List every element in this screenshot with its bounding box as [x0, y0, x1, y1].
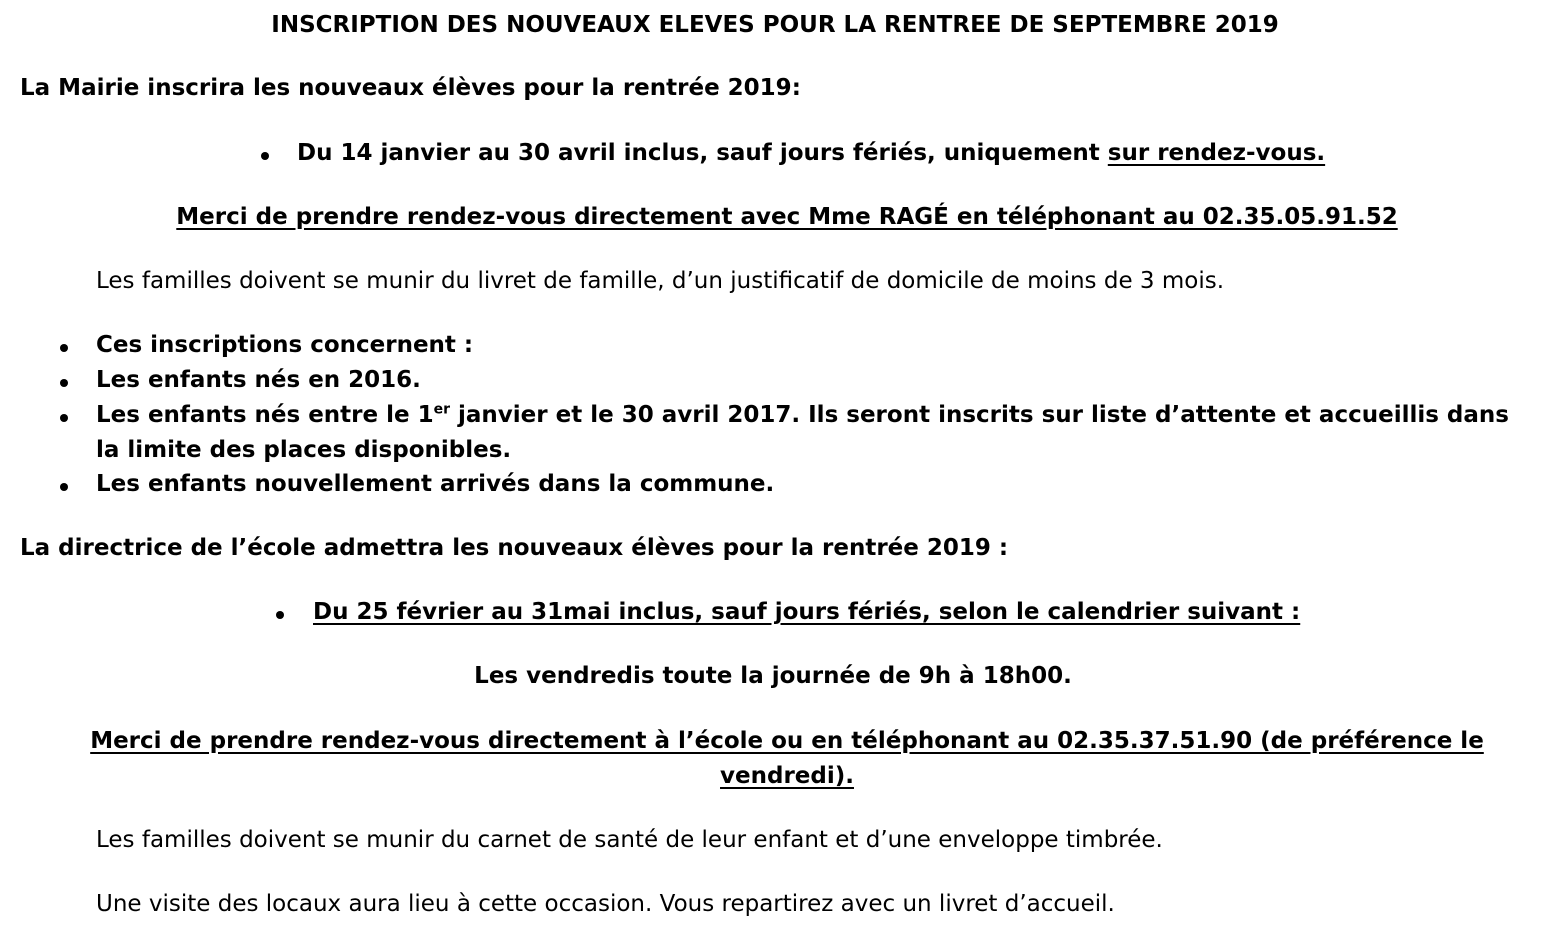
ecole-intro: La directrice de l’école admettra les nouveaux élèves pour la rentrée 2019 : — [20, 535, 1009, 561]
list-item-continuation: la limite des places disponibles. — [96, 437, 512, 463]
bullet-icon — [60, 483, 68, 491]
bullet-icon — [60, 344, 68, 352]
list-item-superscript: er — [433, 401, 451, 418]
mairie-period-appointment-text: sur rendez-vous. — [1107, 140, 1326, 166]
mairie-period-text: Du 14 janvier au 30 avril inclus, sauf jours fériés, uniquement — [297, 140, 1108, 166]
ecole-appointment-line2: vendredi). — [720, 763, 854, 789]
bullet-icon — [276, 611, 284, 619]
mairie-documents: Les familles doivent se munir du livret de famille, d’un justificatif de domicile de moins de 3 mois. — [96, 268, 1225, 294]
ecole-visit: Une visite des locaux aura lieu à cette occasion. Vous repartirez avec un livret d’accueil. — [96, 891, 1115, 917]
ecole-documents: Les familles doivent se munir du carnet de santé de leur enfant et d’une enveloppe timbrée. — [96, 827, 1163, 853]
mairie-intro: La Mairie inscrira les nouveaux élèves pour la rentrée 2019: — [20, 75, 801, 101]
list-item-text: janvier et le 30 avril 2017. Ils seront inscrits sur liste d’attente et accueillis dans — [450, 402, 1509, 428]
list-item-text: Les enfants nés entre le 1 — [96, 402, 434, 428]
list-item: Les enfants nés en 2016. — [96, 367, 421, 393]
mairie-period — [297, 138, 1325, 168]
bullet-icon — [60, 414, 68, 422]
list-item — [96, 400, 1509, 430]
ecole-appointment-line1: Merci de prendre rendez-vous directement à l’école ou en téléphonant au 02.35.37.51.90 (de préférence le — [90, 728, 1484, 754]
bullet-icon — [60, 379, 68, 387]
bullet-icon — [261, 152, 269, 160]
list-item: Les enfants nouvellement arrivés dans la commune. — [96, 471, 775, 497]
list-item: Ces inscriptions concernent : — [96, 332, 474, 358]
ecole-schedule: Les vendredis toute la journée de 9h à 18h00. — [474, 663, 1072, 689]
ecole-period: Du 25 février au 31mai inclus, sauf jours fériés, selon le calendrier suivant : — [313, 599, 1301, 625]
page-title: INSCRIPTION DES NOUVEAUX ELEVES POUR LA RENTREE DE SEPTEMBRE 2019 — [271, 12, 1279, 38]
mairie-appointment-phone: Merci de prendre rendez-vous directement avec Mme RAGÉ en téléphonant au 02.35.05.91.52 — [176, 204, 1398, 230]
